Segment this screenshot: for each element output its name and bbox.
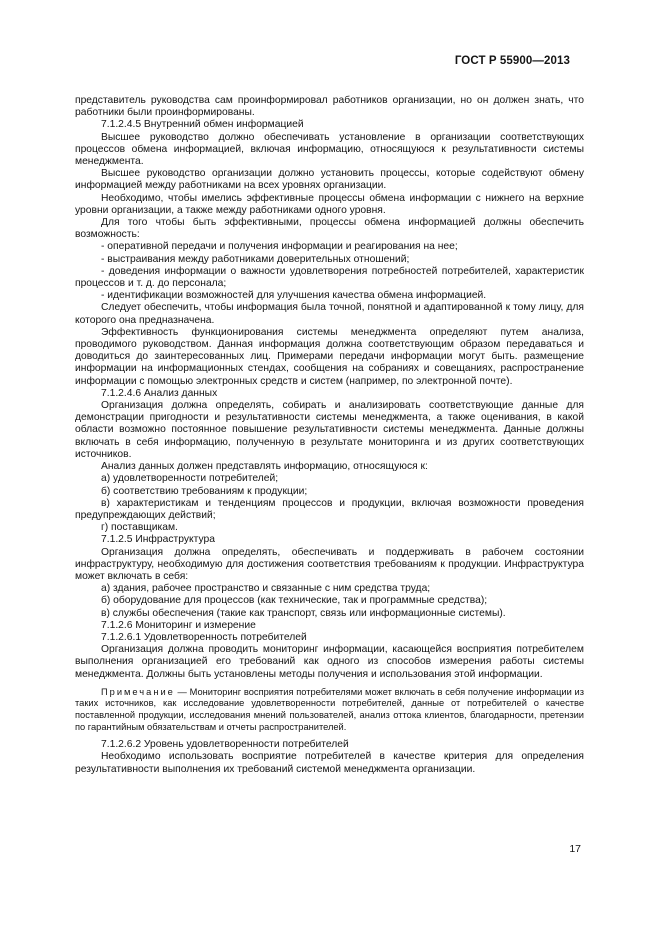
paragraph: Необходимо использовать восприятие потребителей в качестве критерия для определения результативности выполнения их требований системой менеджмента организации. [75, 751, 584, 775]
note [75, 687, 584, 733]
note-label: Примечание [101, 686, 175, 697]
paragraph: - идентификации возможностей для улучшения качества обмена информацией. [101, 290, 487, 302]
paragraph: 7.1.2.6.1 Удовлетворенность потребителей [101, 631, 307, 643]
paragraph: 7.1.2.5 Инфраструктура [101, 534, 215, 546]
paragraph: Организация должна проводить мониторинг информации, касающейся восприятия потребителем выполнения организацией его требований как одного из способов измерения работы системы менеджмента. Должны быть установлены методы получения и использования этой информации. [75, 644, 584, 680]
paragraph: Анализ данных должен представлять информацию, относящуюся к: [101, 461, 428, 473]
paragraph: б) соответствию требованиям к продукции; [101, 485, 308, 497]
page-number: 17 [569, 843, 581, 855]
paragraph: а) здания, рабочее пространство и связанные с ним средства труда; [101, 583, 431, 595]
paragraph: в) характеристикам и тенденциям процессов и продукции, включая возможности проведения предупреждающих действий; [75, 497, 584, 521]
note-text: — Мониторинг восприятия потребителями может включать в себя получение информации из таких источников, как исследование удовлетворенности потребителей, данные от потребителей о качестве поставленной продукции, исследования мнений пользователей, анализ оттока клиентов, благодарности, претензии по гарантийным обязательствам и отчеты распространителей. [75, 686, 584, 732]
paragraph: Эффективность функционирования системы менеджмента определяют путем анализа, проводимого руководством. Данная информация должна соответствующим образом передаваться и доводиться до заинтересованных лиц. Примерами передачи информации могут быть. размещение информации на информационных стендах, сообщения на собраниях и совещаниях, распространение информации с помощью электронных средств и систем (например, по электронной почте). [75, 326, 584, 387]
paragraph: Высшее руководство организации должно установить процессы, которые содействуют обмену информацией между работниками на всех уровнях организации. [75, 168, 584, 192]
paragraph: представитель руководства сам проинформировал работников организации, но он должен знать, что работники были проинформированы. [75, 95, 584, 119]
paragraph: Организация должна определять, обеспечивать и поддерживать в рабочем состоянии инфраструктуру, необходимую для достижения соответствия требованиям к продукции. Инфраструктура может включать в себя: [75, 546, 584, 582]
paragraph: а) удовлетворенности потребителей; [101, 473, 279, 485]
document-header: ГОСТ Р 55900—2013 [454, 55, 570, 67]
paragraphs-after [75, 739, 584, 776]
page-body [75, 95, 584, 776]
paragraph: в) службы обеспечения (такие как транспорт, связь или информационные системы). [101, 607, 506, 619]
paragraph: 7.1.2.4.6 Анализ данных [101, 387, 218, 399]
paragraph: Для того чтобы быть эффективными, процессы обмена информацией должны обеспечить возможность: [75, 217, 584, 241]
paragraph: б) оборудование для процессов (как технические, так и программные средства); [101, 595, 488, 607]
paragraph: Организация должна определять, собирать и анализировать соответствующие данные для демонстрации пригодности и результативности системы менеджмента, а также оценивания, в какой области возможно постоянное повышение результативности системы менеджмента. Данные должны включать в себя информацию, полученную в результате мониторинга и из других соответствующих источников. [75, 400, 584, 460]
paragraph: Следует обеспечить, чтобы информация была точной, понятной и адаптированной к тому лицу, для которого она предназначена. [75, 302, 584, 326]
paragraph: 7.1.2.6.2 Уровень удовлетворенности потребителей [101, 739, 349, 751]
paragraph: - доведения информации о важности удовлетворения потребностей потребителей, характеристик процессов и т. д. до персонала; [75, 265, 584, 290]
paragraph: Необходимо, чтобы имелись эффективные процессы обмена информации с нижнего на верхние уровни организации, а также между работниками одного уровня. [75, 192, 584, 216]
paragraph: Высшее руководство должно обеспечивать установление в организации соответствующих процессов обмена информацией, включая информацию, относящуюся к результативности системы менеджмента. [75, 131, 584, 168]
paragraph: - оперативной передачи и получения информации и реагирования на нее; [101, 241, 458, 253]
paragraph: - выстраивания между работниками доверительных отношений; [101, 253, 410, 265]
paragraph: г) поставщикам. [101, 522, 178, 534]
paragraphs [75, 95, 584, 681]
paragraph: 7.1.2.4.5 Внутренний обмен информацией [101, 119, 304, 131]
paragraph: 7.1.2.6 Мониторинг и измерение [101, 619, 256, 631]
